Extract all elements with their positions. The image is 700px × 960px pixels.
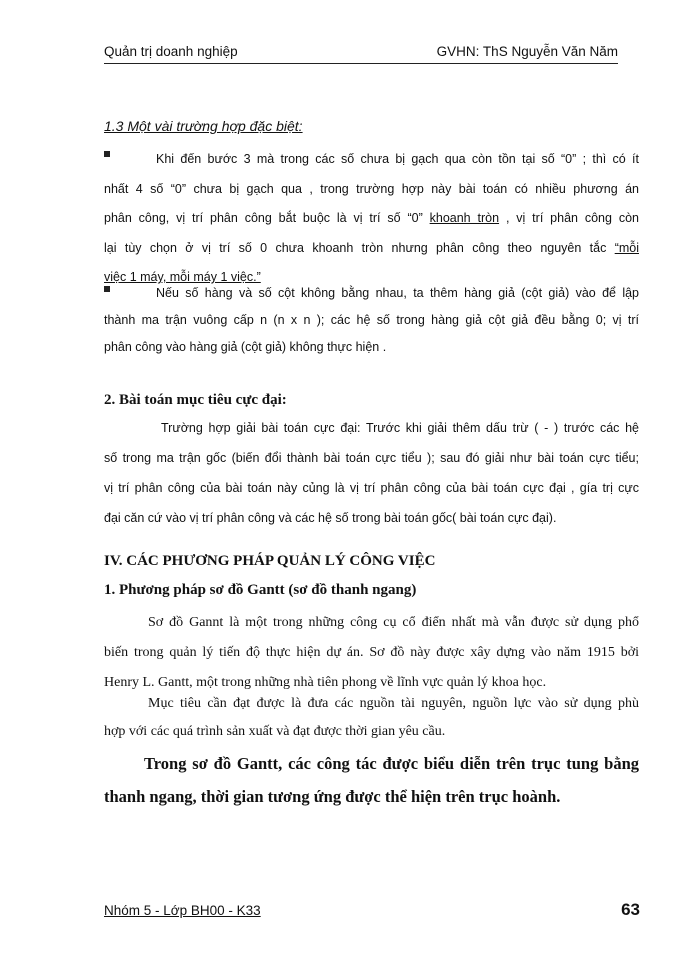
section-2-title: 2. Bài toán mục tiêu cực đại: [104, 392, 287, 408]
text-line: Mục tiêu cần đạt được là đưa các nguồn tài nguyên, nguồn lực vào sử dụng phù [148, 696, 639, 711]
text-line: Henry L. Gantt, một trong những nhà tiên phong về lĩnh vực quản lý khoa học. [104, 675, 547, 690]
text-run: , vị trí phân công còn [505, 211, 639, 225]
text-line: Khi đến bước 3 mà trong các số chưa bị gạch qua còn tồn tại số “0” ; thì có ít [156, 152, 639, 166]
text-line: Trong sơ đồ Gantt, các công tác được biểu diễn trên trục tung bằng [144, 754, 639, 773]
gantt-paragraph-1 [104, 608, 639, 698]
text-line: vị trí phân công của bài toán này củng là vị trí phân công của bài toán cực đại , gía trị cực [104, 481, 639, 495]
footer-group-class: Nhóm 5 - Lớp BH00 - K33 [104, 903, 261, 918]
text-line [104, 307, 639, 334]
text-line [104, 234, 639, 264]
header-instructor: GVHN: ThS Nguyễn Văn Năm [436, 44, 618, 59]
page-header [104, 44, 618, 64]
bullet-paragraph-1 [104, 145, 639, 293]
text-line: biến trong quản lý tiến độ thực hiện dự án. Sơ đồ này được xây dựng vào năm 1915 bởi [104, 645, 639, 660]
header-rule [104, 63, 618, 64]
bullet-paragraph-2 [104, 280, 639, 361]
text-run: lại tùy chọn ở vị trí số 0 chưa khoanh tròn nhưng phân công theo nguyên tắc [104, 240, 607, 255]
text-line: Sơ đồ Gannt là một trong những công cụ cổ điển nhất mà vẫn được sử dụng phổ [148, 615, 639, 630]
text-line: hợp với các quá trình sản xuất và đạt được thời gian yêu cầu. [104, 724, 446, 739]
text-line: phân công vào hàng giả (cột giả) không thực hiện . [104, 340, 387, 354]
text-line [104, 204, 639, 234]
page-footer [104, 900, 640, 927]
underlined-text: việc 1 máy, mỗi máy 1 việc.” [104, 270, 261, 284]
text-line: số trong ma trận gốc (biến đổi thành bài toán cực tiểu ); sau đó giải như bài toán cực tiểu; [104, 451, 639, 465]
text-run: phân công, vị trí phân công bắt buộc là vị trí số “0” [104, 211, 423, 225]
gantt-paragraph-3 [104, 747, 639, 813]
text-run: thành ma trận vuông cấp n [104, 313, 268, 327]
section-1-3-title [104, 118, 639, 134]
section-1-3-title-text: 1.3 Một vài trường hợp đặc biệt: [104, 118, 303, 134]
chapter-iv-title: IV. CÁC PHƯƠNG PHÁP QUẢN LÝ CÔNG VIỆC [104, 553, 436, 569]
underlined-text: “mỗi [614, 240, 639, 255]
text-line: thanh ngang, thời gian tương ứng được thể hiện trên trục hoành. [104, 787, 561, 806]
text-line: đại căn cứ vào vị trí phân công và các hệ số trong bài toán gốc( bài toán cực đại). [104, 511, 557, 525]
header-course: Quản trị doanh nghiệp [104, 44, 238, 59]
text-line: Trường hợp giải bài toán cực đại: Trước khi giải thêm dấu trừ ( - ) trước các hệ [161, 421, 639, 435]
section-2-paragraph [104, 413, 639, 533]
page-number: 63 [621, 900, 640, 919]
underlined-text: khoanh tròn [429, 211, 500, 225]
text-line: Nếu số hàng và số cột không bằng nhau, ta thêm hàng giả (cột giả) vào để lập [156, 286, 639, 300]
text-run: (n x n ); các hệ số trong hàng giả cột giả đều bằng 0; vị trí [273, 313, 639, 327]
gantt-section-title: 1. Phương pháp sơ đồ Gantt (sơ đồ thanh ngang) [104, 582, 417, 598]
text-line: nhất 4 số “0” chưa bị gạch qua , trong trường hợp này bài toán có nhiều phương án [104, 181, 639, 196]
gantt-paragraph-2 [104, 690, 639, 746]
